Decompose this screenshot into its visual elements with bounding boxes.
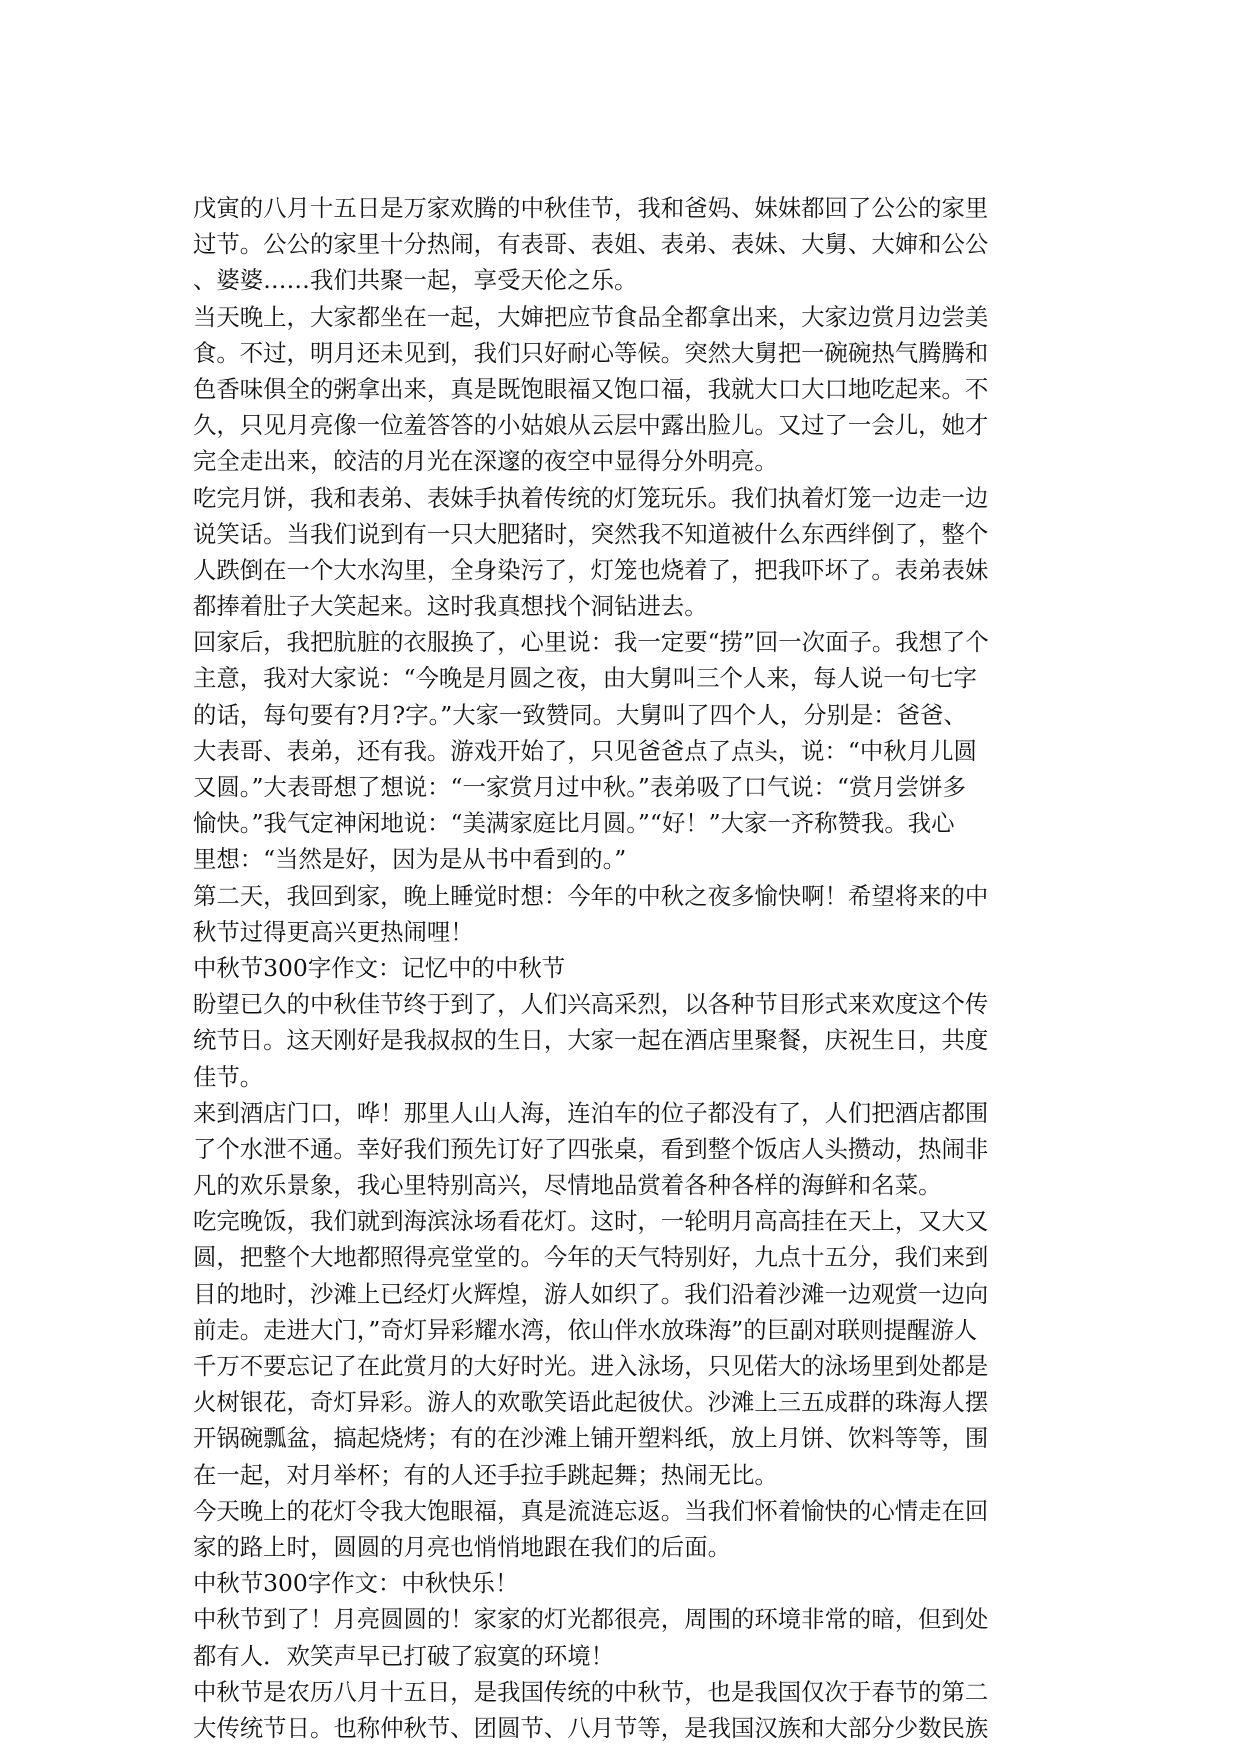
text-line: 目的地时，沙滩上已经灯火辉煌，游人如织了。我们沿着沙滩一边观赏一边向 bbox=[193, 1279, 989, 1308]
text-line: 火树银花，奇灯异彩。游人的欢歌笑语此起彼伏。沙滩上三五成群的珠海人摆 bbox=[193, 1388, 989, 1417]
text-line: 人跌倒在一个大水沟里，全身染污了，灯笼也烧着了，把我吓坏了。表弟表妹 bbox=[193, 555, 989, 584]
text-line: 前走。走进大门，”奇灯异彩耀水湾，依山伴水放珠海”的巨副对联则提醒游人 bbox=[193, 1315, 978, 1344]
text-line: 来到酒店门口，哗！那里人山人海，连泊车的位子都没有了，人们把酒店都围 bbox=[193, 1098, 989, 1127]
text-line: 吃完月饼，我和表弟、表妹手执着传统的灯笼玩乐。我们执着灯笼一边走一边 bbox=[193, 483, 989, 512]
text-line: 盼望已久的中秋佳节终于到了，人们兴高采烈，以各种节目形式来欢度这个传 bbox=[193, 990, 989, 1019]
text-line: 又圆。”大表哥想了想说：“一家赏月过中秋。”表弟吸了口气说：“赏月尝饼多 bbox=[193, 773, 966, 801]
text-line: 都有人．欢笑声早已打破了寂寞的环境！ bbox=[193, 1641, 615, 1670]
text-line: 大传统节日。也称仲秋节、团圆节、八月节等，是我国汉族和大部分少数民族 bbox=[193, 1713, 989, 1742]
text-line: 第二天，我回到家，晚上睡觉时想：今年的中秋之夜多愉快啊！希望将来的中 bbox=[193, 881, 989, 910]
text-line: 戊寅的八月十五日是万家欢腾的中秋佳节，我和爸妈、妹妹都回了公公的家里 bbox=[193, 194, 989, 222]
text-line: 了个水泄不通。幸好我们预先订好了四张桌，看到整个饭店人头攒动，热闹非 bbox=[193, 1134, 989, 1163]
text-line: 吃完晚饭，我们就到海滨泳场看花灯。这时，一轮明月高高挂在天上，又大又 bbox=[193, 1207, 989, 1236]
text-line: 今天晚上的花灯令我大饱眼福，真是流涟忘返。当我们怀着愉快的心情走在回 bbox=[193, 1496, 989, 1525]
text-line: 在一起，对月举杯；有的人还手拉手跳起舞；热闹无比。 bbox=[193, 1460, 778, 1489]
text-line: 千万不要忘记了在此赏月的大好时光。进入泳场，只见偌大的泳场里到处都是 bbox=[193, 1352, 989, 1380]
text-line: 统节日。这天刚好是我叔叔的生日，大家一起在酒店里聚餐，庆祝生日，共度 bbox=[193, 1026, 989, 1055]
text-line: 色香味俱全的粥拿出来，真是既饱眼福又饱口福，我就大口大口地吃起来。不 bbox=[193, 374, 989, 403]
text-line: 中秋节300字作文：记忆中的中秋节 bbox=[193, 953, 566, 982]
text-line: 完全走出来，皎洁的月光在深邃的夜空中显得分外明亮。 bbox=[193, 447, 778, 476]
text-line: 中秋节是农历八月十五日，是我国传统的中秋节，也是我国仅次于春节的第二 bbox=[193, 1677, 989, 1706]
text-line: 中秋节300字作文：中秋快乐！ bbox=[193, 1569, 519, 1598]
text-line: 大表哥、表弟，还有我。游戏开始了，只见爸爸点了点头，说：“中秋月儿圆 bbox=[193, 736, 977, 765]
text-line: 愉快。”我气定神闲地说：“美满家庭比月圆。”“好！”大家一齐称赞我。我心 bbox=[193, 809, 955, 838]
text-line: 久，只见月亮像一位羞答答的小姑娘从云层中露出脸儿。又过了一会儿，她才 bbox=[193, 411, 989, 440]
text-line: 的话，每句要有?月?字。”大家一致赞同。大舅叫了四个人，分别是：爸爸、 bbox=[193, 700, 967, 729]
text-line: 佳节。 bbox=[193, 1062, 264, 1091]
text-line: 说笑话。当我们说到有一只大肥猪时，突然我不知道被什么东西绊倒了，整个 bbox=[193, 519, 989, 548]
text-line: 当天晚上，大家都坐在一起，大婶把应节食品全都拿出来，大家边赏月边尝美 bbox=[193, 302, 989, 331]
text-line: 过节。公公的家里十分热闹，有表哥、表姐、表弟、表妹、大舅、大婶和公公 bbox=[193, 230, 989, 259]
text-line: 都捧着肚子大笑起来。这时我真想找个洞钻进去。 bbox=[193, 592, 708, 621]
text-line: 家的路上时，圆圆的月亮也悄悄地跟在我们的后面。 bbox=[193, 1532, 731, 1561]
text-line: 食。不过，明月还未见到，我们只好耐心等候。突然大舅把一碗碗热气腾腾和 bbox=[193, 338, 989, 367]
text-line: 里想：“当然是好，因为是从书中看到的。” bbox=[193, 845, 627, 874]
text-line: 主意，我对大家说：“今晚是月圆之夜，由大舅叫三个人来，每人说一句七字 bbox=[193, 664, 977, 693]
text-line: 中秋节到了！月亮圆圆的！家家的灯光都很亮，周围的环境非常的暗，但到处 bbox=[193, 1605, 989, 1634]
text-line: 开锅碗瓢盆，搞起烧烤；有的在沙滩上铺开塑料纸，放上月饼、饮料等等，围 bbox=[193, 1424, 989, 1453]
text-line: 圆，把整个大地都照得亮堂堂的。今年的天气特别好，九点十五分，我们来到 bbox=[193, 1243, 989, 1272]
text-line: 、婆婆……我们共聚一起，享受天伦之乐。 bbox=[193, 266, 638, 295]
text-line: 凡的欢乐景象，我心里特别高兴，尽情地品赏着各种各样的海鲜和名菜。 bbox=[193, 1171, 942, 1200]
document-body bbox=[193, 190, 1055, 1746]
text-line: 回家后，我把肮脏的衣服换了，心里说：我一定要“捞”回一次面子。我想了个 bbox=[193, 628, 989, 657]
text-line: 秋节过得更高兴更热闹哩！ bbox=[193, 917, 474, 946]
